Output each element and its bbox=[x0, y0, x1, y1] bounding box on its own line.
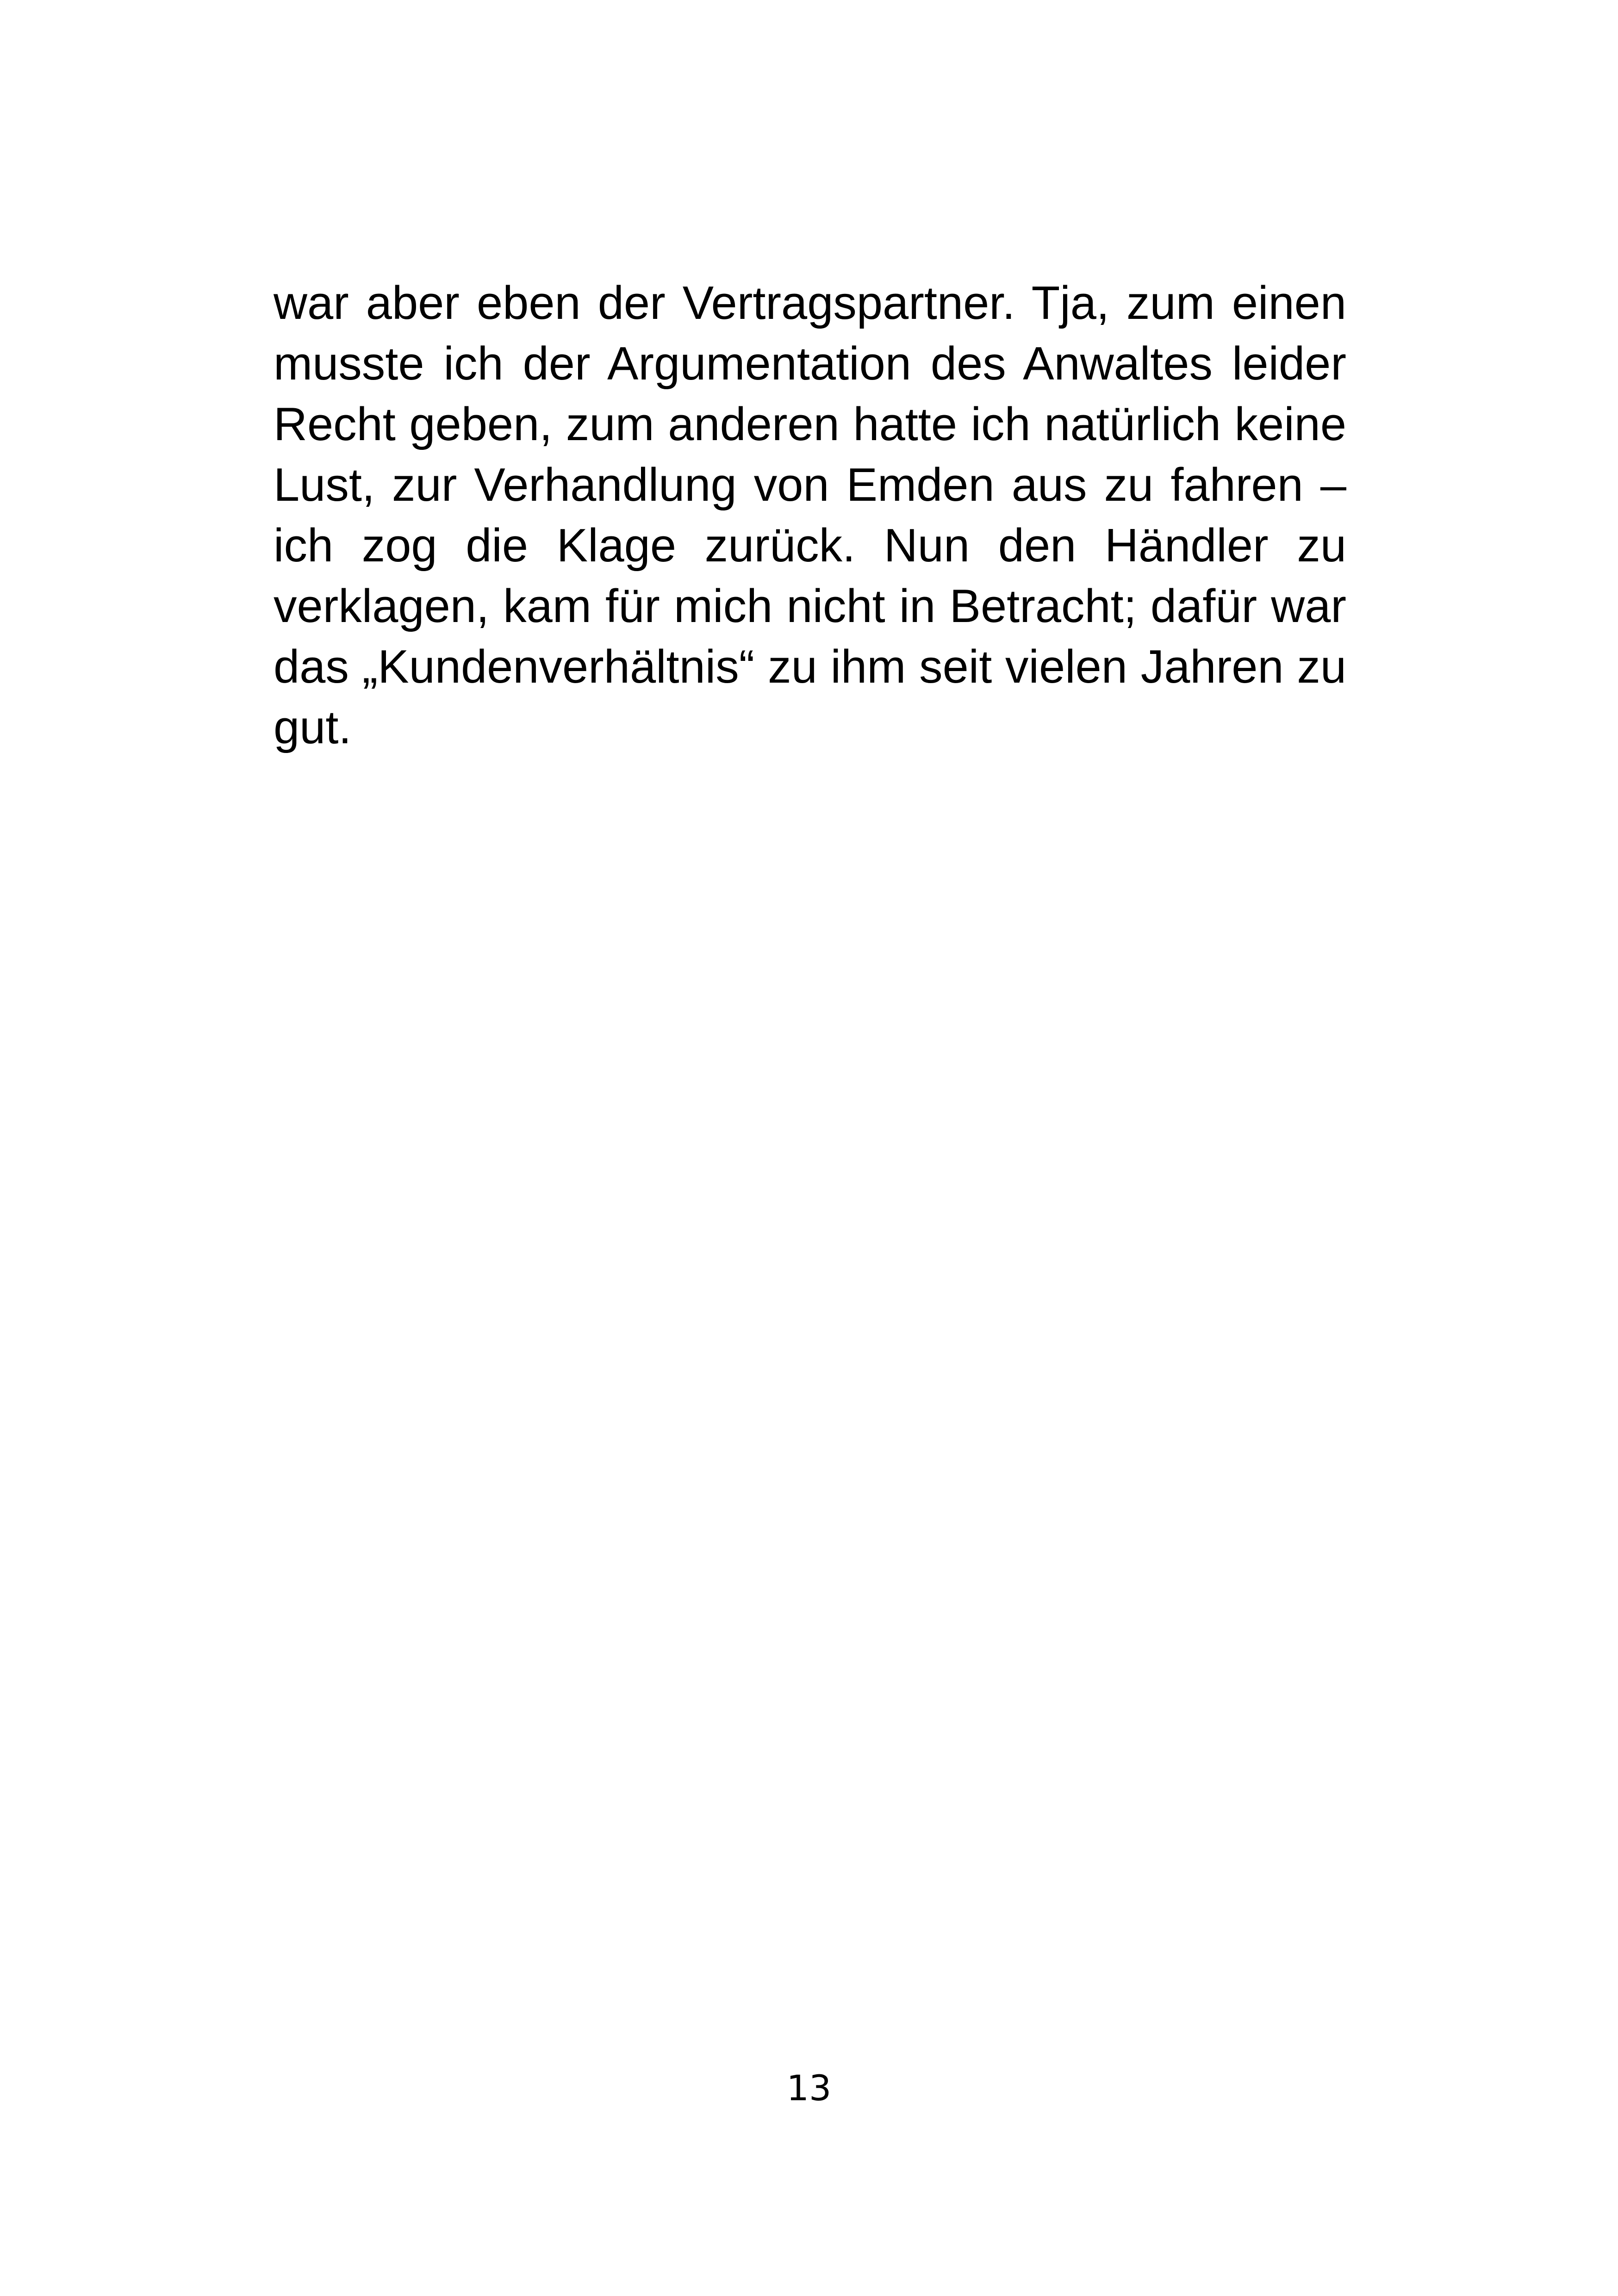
text-line: ich zog die Klage zurück. Nun den Händler zu bbox=[274, 520, 1346, 572]
body-paragraph bbox=[274, 273, 1346, 758]
text-line: musste ich der Argumentation des Anwaltes leider bbox=[274, 338, 1346, 390]
text-line: verklagen, kam für mich nicht in Betracht; dafür war bbox=[274, 580, 1346, 632]
text-line: Lust, zur Verhandlung von Emden aus zu fahren – bbox=[274, 459, 1346, 511]
text-line: gut. bbox=[274, 702, 352, 753]
text-line: war aber eben der Vertragspartner. Tja, zum einen bbox=[274, 277, 1346, 329]
page-number: 13 bbox=[786, 2067, 832, 2109]
text-line: das „Kundenverhältnis“ zu ihm seit vielen Jahren zu bbox=[274, 641, 1346, 693]
text-line: Recht geben, zum anderen hatte ich natürlich keine bbox=[274, 398, 1346, 450]
